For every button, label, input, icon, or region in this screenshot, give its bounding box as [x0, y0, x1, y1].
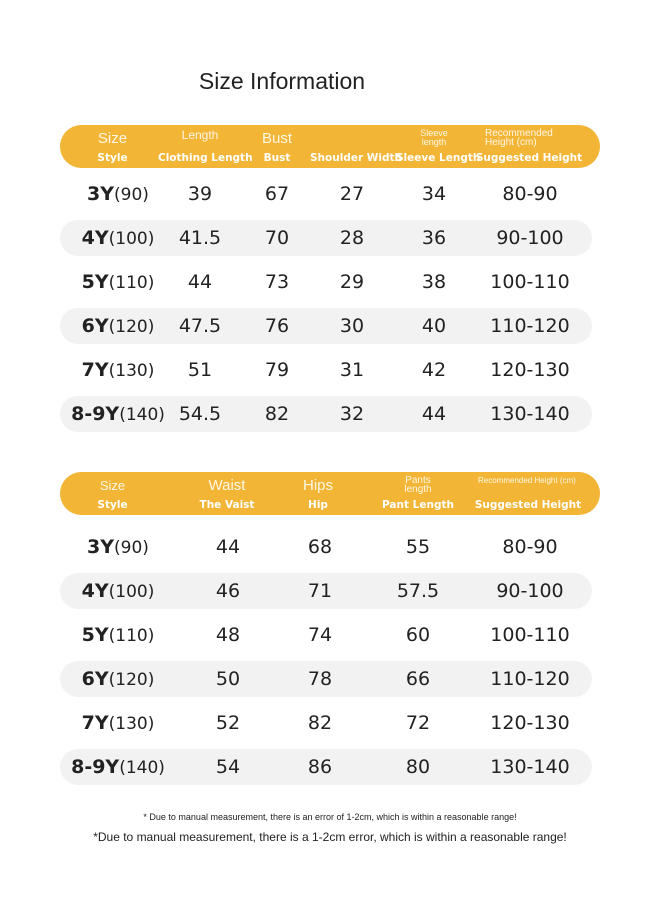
size-label: 7Y(130): [81, 359, 155, 381]
size-label: 8-9Y(140): [71, 403, 165, 425]
hips-value: 74: [307, 624, 333, 646]
hips-value: 71: [307, 580, 333, 602]
length-value: 44: [187, 271, 213, 293]
size-label: 5Y(110): [81, 624, 155, 646]
length-value: 54.5: [178, 403, 222, 425]
tops-header-bar: [60, 125, 600, 168]
pant-length-value: 55: [405, 536, 431, 558]
hips-value: 82: [307, 712, 333, 734]
suggested-height-value: 90-100: [496, 227, 564, 249]
suggested-height-value: 130-140: [490, 403, 570, 425]
pants-header-suggested: Recommended Height (cm) Suggested Height: [474, 476, 582, 511]
tops-header-length: Length Clothing Length: [158, 128, 253, 164]
table-row: [60, 573, 592, 609]
hips-value: 78: [307, 668, 333, 690]
length-value: 41.5: [178, 227, 222, 249]
hips-value: 68: [307, 536, 333, 558]
bust-value: 70: [264, 227, 290, 249]
bust-value: 79: [264, 359, 290, 381]
pants-header-bar: [60, 472, 600, 515]
shoulder-value: 30: [339, 315, 365, 337]
length-value: 39: [187, 183, 213, 205]
shoulder-value: 28: [339, 227, 365, 249]
tops-header-bust: Bust Bust: [261, 130, 292, 164]
waist-value: 44: [215, 536, 241, 558]
table-row: [60, 529, 592, 565]
sleeve-value: 34: [421, 183, 447, 205]
pants-header-size: Size Style: [97, 478, 128, 511]
table-row: [60, 308, 592, 344]
length-value: 47.5: [178, 315, 222, 337]
shoulder-value: 29: [339, 271, 365, 293]
bust-value: 67: [264, 183, 290, 205]
table-row: [60, 396, 592, 432]
page-title: Size Information: [198, 68, 366, 94]
suggested-height-value: 130-140: [490, 756, 570, 778]
sleeve-value: 40: [421, 315, 447, 337]
waist-value: 52: [215, 712, 241, 734]
tops-header-shoulder: Shoulder Width: [310, 152, 402, 164]
suggested-height-value: 100-110: [490, 271, 570, 293]
suggested-height-value: 80-90: [502, 536, 558, 558]
table-row: [60, 264, 592, 300]
measurement-note-small: * Due to manual measurement, there is an error of 1-2cm, which is within a reasonable range!: [143, 812, 517, 822]
pant-length-value: 60: [405, 624, 431, 646]
sleeve-value: 44: [421, 403, 447, 425]
size-label: 6Y(120): [81, 315, 155, 337]
suggested-height-value: 120-130: [490, 359, 570, 381]
shoulder-value: 31: [339, 359, 365, 381]
size-label: 7Y(130): [81, 712, 155, 734]
waist-value: 54: [215, 756, 241, 778]
bust-value: 82: [264, 403, 290, 425]
waist-value: 46: [215, 580, 241, 602]
table-row: [60, 617, 592, 653]
suggested-height-value: 110-120: [490, 668, 570, 690]
waist-value: 48: [215, 624, 241, 646]
size-label: 6Y(120): [81, 668, 155, 690]
tops-header-suggested: Recommended Height (cm) Suggested Height: [475, 128, 583, 164]
sleeve-value: 42: [421, 359, 447, 381]
pants-header-waist: Waist The Vaist: [199, 477, 255, 511]
suggested-height-value: 110-120: [490, 315, 570, 337]
pants-header-hips: Hips Hip: [302, 477, 333, 511]
size-label: 8-9Y(140): [71, 756, 165, 778]
suggested-height-value: 80-90: [502, 183, 558, 205]
tops-header-size: Size Style: [97, 130, 128, 164]
pant-length-value: 80: [405, 756, 431, 778]
size-label: 5Y(110): [81, 271, 155, 293]
table-row: [60, 749, 592, 785]
suggested-height-value: 120-130: [490, 712, 570, 734]
pant-length-value: 72: [405, 712, 431, 734]
bust-value: 73: [264, 271, 290, 293]
size-label: 3Y(90): [87, 183, 149, 205]
tops-size-table: [60, 125, 600, 432]
table-row: [60, 176, 592, 212]
pants-header-pant-length: Pants length Pant Length: [382, 475, 454, 511]
bust-value: 76: [264, 315, 290, 337]
length-value: 51: [187, 359, 213, 381]
size-label: 4Y(100): [81, 227, 155, 249]
sleeve-value: 36: [421, 227, 447, 249]
table-row: [60, 352, 592, 388]
pants-size-table: [60, 472, 600, 785]
pant-length-value: 57.5: [396, 580, 440, 602]
waist-value: 50: [215, 668, 241, 690]
tops-header-sleeve: Sleeve length Sleeve Length: [396, 128, 481, 164]
table-row: [60, 705, 592, 741]
shoulder-value: 27: [339, 183, 365, 205]
hips-value: 86: [307, 756, 333, 778]
shoulder-value: 32: [339, 403, 365, 425]
table-row: [60, 220, 592, 256]
measurement-note-large: *Due to manual measurement, there is a 1-2cm error, which is within a reasonable range!: [93, 830, 567, 844]
suggested-height-value: 100-110: [490, 624, 570, 646]
suggested-height-value: 90-100: [496, 580, 564, 602]
size-label: 4Y(100): [81, 580, 155, 602]
table-row: [60, 661, 592, 697]
size-label: 3Y(90): [87, 536, 149, 558]
sleeve-value: 38: [421, 271, 447, 293]
pant-length-value: 66: [405, 668, 431, 690]
